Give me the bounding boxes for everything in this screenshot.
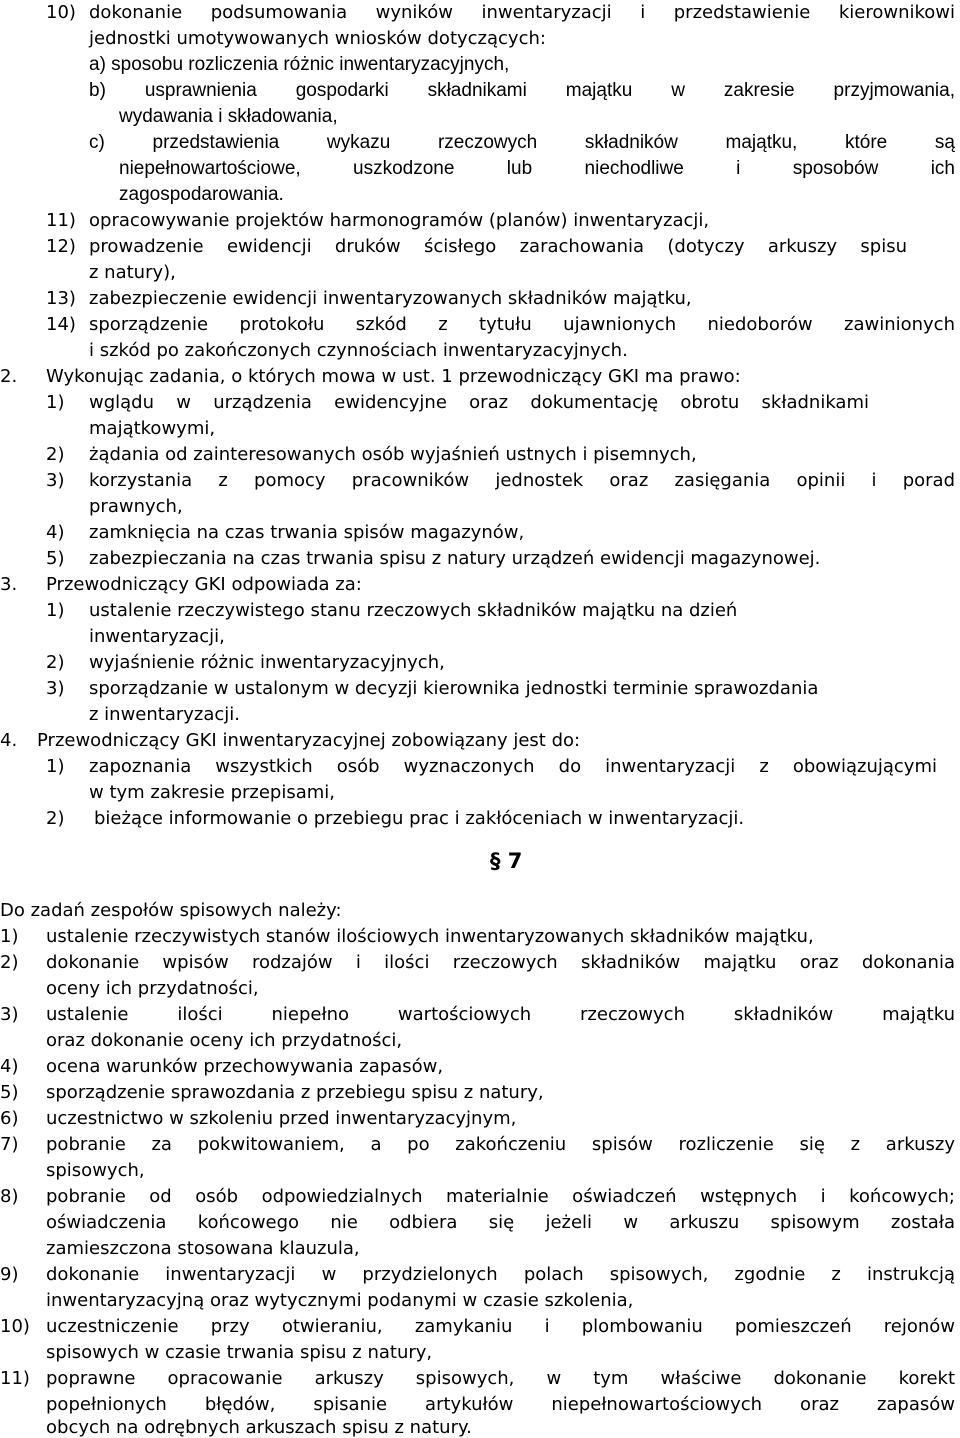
item-number: 11) xyxy=(46,210,76,231)
item-text: oświadczenia końcowego nie odbiera się jeżeli w arkuszu spisowym została xyxy=(46,1212,955,1233)
item-text: zabezpieczenie ewidencji inwentaryzowanych składników majątku, xyxy=(89,288,692,309)
list-item xyxy=(0,1184,960,1210)
list-item xyxy=(0,546,960,572)
item-text: z natury), xyxy=(89,262,176,283)
item-text: bieżące informowanie o przebiegu prac i zakłóceniach w inwentaryzacji. xyxy=(94,808,745,829)
item-text: oceny ich przydatności, xyxy=(46,978,259,999)
list-item xyxy=(0,950,960,976)
list-item-continuation xyxy=(0,976,960,1002)
section-number: 4. xyxy=(0,730,18,751)
list-item-continuation xyxy=(0,1210,960,1236)
item-number: 1) xyxy=(46,392,65,413)
item-text: i szkód po zakończonych czynnościach inwentaryzacyjnych. xyxy=(89,340,628,361)
list-item xyxy=(0,1262,960,1288)
list-item-continuation xyxy=(0,1392,960,1418)
item-text: zapoznania wszystkich osób wyznaczonych do inwentaryzacji z obowiązującymi xyxy=(89,756,937,777)
item-text: sporządzenie sprawozdania z przebiegu spisu z natury, xyxy=(46,1082,544,1103)
item-number: 7) xyxy=(0,1134,19,1155)
item-number: 2) xyxy=(46,808,65,829)
item-text: prowadzenie ewidencji druków ścisłego zarachowania (dotyczy arkuszy spisu xyxy=(89,236,907,257)
item-number: 4) xyxy=(0,1056,19,1077)
list-item xyxy=(0,520,960,546)
list-item-continuation xyxy=(0,624,960,650)
section-number: 3. xyxy=(0,574,18,595)
item-text: zabezpieczania na czas trwania spisu z natury urządzeń ewidencji magazynowej. xyxy=(89,548,821,569)
item-number: 14) xyxy=(46,314,76,335)
item-text: inwentaryzacji, xyxy=(89,626,225,647)
list-item-continuation xyxy=(0,702,960,728)
list-item xyxy=(0,1002,960,1028)
item-number: 12) xyxy=(46,236,76,257)
list-item-continuation xyxy=(0,1028,960,1054)
item-number: 5) xyxy=(46,548,65,569)
item-number: 1) xyxy=(46,600,65,621)
list-item-continuation xyxy=(0,1158,960,1184)
item-number: 3) xyxy=(46,678,65,699)
item-text: uczestnictwo w szkoleniu przed inwentaryzacyjnym, xyxy=(46,1108,517,1129)
list-item xyxy=(0,676,960,702)
item-text: ustalenie ilości niepełno wartościowych rzeczowych składników majątku xyxy=(46,1004,955,1025)
list-item-continuation xyxy=(0,1418,960,1438)
list-item xyxy=(0,1132,960,1158)
subitem-text: b) usprawnienia gospodarki składnikami majątku w zakresie przyjmowania, xyxy=(89,80,955,101)
item-text: dokonanie inwentaryzacji w przydzielonych polach spisowych, zgodnie z instrukcją xyxy=(46,1264,955,1285)
section-heading xyxy=(0,728,960,754)
item-text: ustalenie rzeczywistych stanów ilościowych inwentaryzowanych składników majątku, xyxy=(46,926,814,947)
subitem-text: niepełnowartościowe, uszkodzone lub niechodliwe i sposobów ich xyxy=(119,158,955,179)
list-item xyxy=(0,1106,960,1132)
list-item-continuation xyxy=(0,260,960,286)
section-title: Przewodniczący GKI inwentaryzacyjnej zobowiązany jest do: xyxy=(37,730,581,751)
item-text: oraz dokonanie oceny ich przydatności, xyxy=(46,1030,403,1051)
list-subitem xyxy=(0,130,960,156)
list-item xyxy=(0,924,960,950)
list-subitem-continuation xyxy=(0,104,960,130)
list-subitem-continuation xyxy=(0,156,960,182)
list-item xyxy=(0,0,960,26)
subitem-text: wydawania i składowania, xyxy=(119,106,338,127)
item-number: 10) xyxy=(46,2,76,23)
item-number: 6) xyxy=(0,1108,19,1129)
list-item-continuation xyxy=(0,1340,960,1366)
paragraph-heading xyxy=(0,846,960,876)
item-number: 2) xyxy=(0,952,19,973)
list-item xyxy=(0,754,960,780)
subitem-text: a) sposobu rozliczenia różnic inwentaryzacyjnych, xyxy=(89,54,510,75)
item-text: żądania od zainteresowanych osób wyjaśnień ustnych i pisemnych, xyxy=(89,444,697,465)
item-text: prawnych, xyxy=(89,496,183,517)
list-item-continuation xyxy=(0,1236,960,1262)
item-text: sporządzanie w ustalonym w decyzji kierownika jednostki terminie sprawozdania xyxy=(89,678,819,699)
list-subitem xyxy=(0,52,960,78)
item-text: majątkowymi, xyxy=(89,418,216,439)
intro-sentence: Do zadań zespołów spisowych należy: xyxy=(0,900,342,921)
list-item xyxy=(0,442,960,468)
list-item xyxy=(0,208,960,234)
item-number: 1) xyxy=(46,756,65,777)
item-text: zamknięcia na czas trwania spisów magazynów, xyxy=(89,522,525,543)
list-item-continuation xyxy=(0,416,960,442)
item-text: jednostki umotywowanych wniosków dotyczących: xyxy=(89,28,546,49)
item-text: z inwentaryzacji. xyxy=(89,704,241,725)
section-title: Wykonując zadania, o których mowa w ust. 1 przewodniczący GKI ma prawo: xyxy=(46,366,741,387)
list-item-continuation xyxy=(0,494,960,520)
list-item xyxy=(0,390,960,416)
section-number: 2. xyxy=(0,366,18,387)
item-text: obcych na odrębnych arkuszach spisu z natury. xyxy=(46,1417,472,1438)
item-number: 3) xyxy=(46,470,65,491)
list-subitem xyxy=(0,78,960,104)
item-number: 2) xyxy=(46,444,65,465)
item-text: spisowych, xyxy=(46,1160,145,1181)
list-item-continuation xyxy=(0,780,960,806)
item-text: wyjaśnienie różnic inwentaryzacyjnych, xyxy=(89,652,445,673)
list-item xyxy=(0,468,960,494)
item-number: 3) xyxy=(0,1004,19,1025)
list-item xyxy=(0,1054,960,1080)
item-text: uczestniczenie przy otwieraniu, zamykaniu i plombowaniu pomieszczeń rejonów xyxy=(46,1316,955,1337)
item-number: 1) xyxy=(0,926,19,947)
list-item-continuation xyxy=(0,338,960,364)
list-item-continuation xyxy=(0,1288,960,1314)
section-heading xyxy=(0,572,960,598)
subitem-text: zagospodarowania. xyxy=(119,184,284,205)
section-title: Przewodniczący GKI odpowiada za: xyxy=(46,574,362,595)
item-text: dokonanie wpisów rodzajów i ilości rzeczowych składników majątku oraz dokonania xyxy=(46,952,955,973)
subitem-text: c) przedstawienia wykazu rzeczowych składników majątku, które są xyxy=(89,132,955,153)
item-number: 4) xyxy=(46,522,65,543)
item-text: inwentaryzacyjną oraz wytycznymi podanymi w czasie szkolenia, xyxy=(46,1290,634,1311)
item-number: 10) xyxy=(0,1316,30,1337)
item-number: 2) xyxy=(46,652,65,673)
item-text: ocena warunków przechowywania zapasów, xyxy=(46,1056,444,1077)
item-text: korzystania z pomocy pracowników jednostek oraz zasięgania opinii i porad xyxy=(89,470,955,491)
intro-text xyxy=(0,898,960,924)
list-item xyxy=(0,234,960,260)
list-item xyxy=(0,806,960,832)
list-item xyxy=(0,1366,960,1392)
item-text: pobranie za pokwitowaniem, a po zakończeniu spisów rozliczenie się z arkuszy xyxy=(46,1134,955,1155)
list-item xyxy=(0,312,960,338)
list-item xyxy=(0,598,960,624)
item-text: pobranie od osób odpowiedzialnych materialnie oświadczeń wstępnych i końcowych; xyxy=(46,1186,955,1207)
item-text: popełnionych błędów, spisanie artykułów niepełnowartościowych oraz zapasów xyxy=(46,1394,955,1415)
item-text: ustalenie rzeczywistego stanu rzeczowych składników majątku na dzień xyxy=(89,600,738,621)
item-text: poprawne opracowanie arkuszy spisowych, w tym właściwe dokonanie korekt xyxy=(46,1368,955,1389)
list-item-continuation xyxy=(0,26,960,52)
list-item xyxy=(0,1080,960,1106)
item-number: 13) xyxy=(46,288,76,309)
item-text: dokonanie podsumowania wyników inwentaryzacji i przedstawienie kierownikowi xyxy=(89,2,955,23)
item-text: sporządzenie protokołu szkód z tytułu ujawnionych niedoborów zawinionych xyxy=(89,314,955,335)
item-number: 9) xyxy=(0,1264,19,1285)
item-text: w tym zakresie przepisami, xyxy=(89,782,336,803)
item-text: zamieszczona stosowana klauzula, xyxy=(46,1238,360,1259)
item-number: 11) xyxy=(0,1368,30,1389)
list-item xyxy=(0,286,960,312)
list-subitem-continuation xyxy=(0,182,960,208)
paragraph-symbol-heading: § 7 xyxy=(490,849,523,873)
item-number: 5) xyxy=(0,1082,19,1103)
section-heading xyxy=(0,364,960,390)
item-text: wglądu w urządzenia ewidencyjne oraz dokumentację obrotu składnikami xyxy=(89,392,869,413)
list-item xyxy=(0,650,960,676)
item-text: spisowych w czasie trwania spisu z natury, xyxy=(46,1342,433,1363)
item-number: 8) xyxy=(0,1186,19,1207)
item-text: opracowywanie projektów harmonogramów (planów) inwentaryzacji, xyxy=(89,210,710,231)
list-item xyxy=(0,1314,960,1340)
